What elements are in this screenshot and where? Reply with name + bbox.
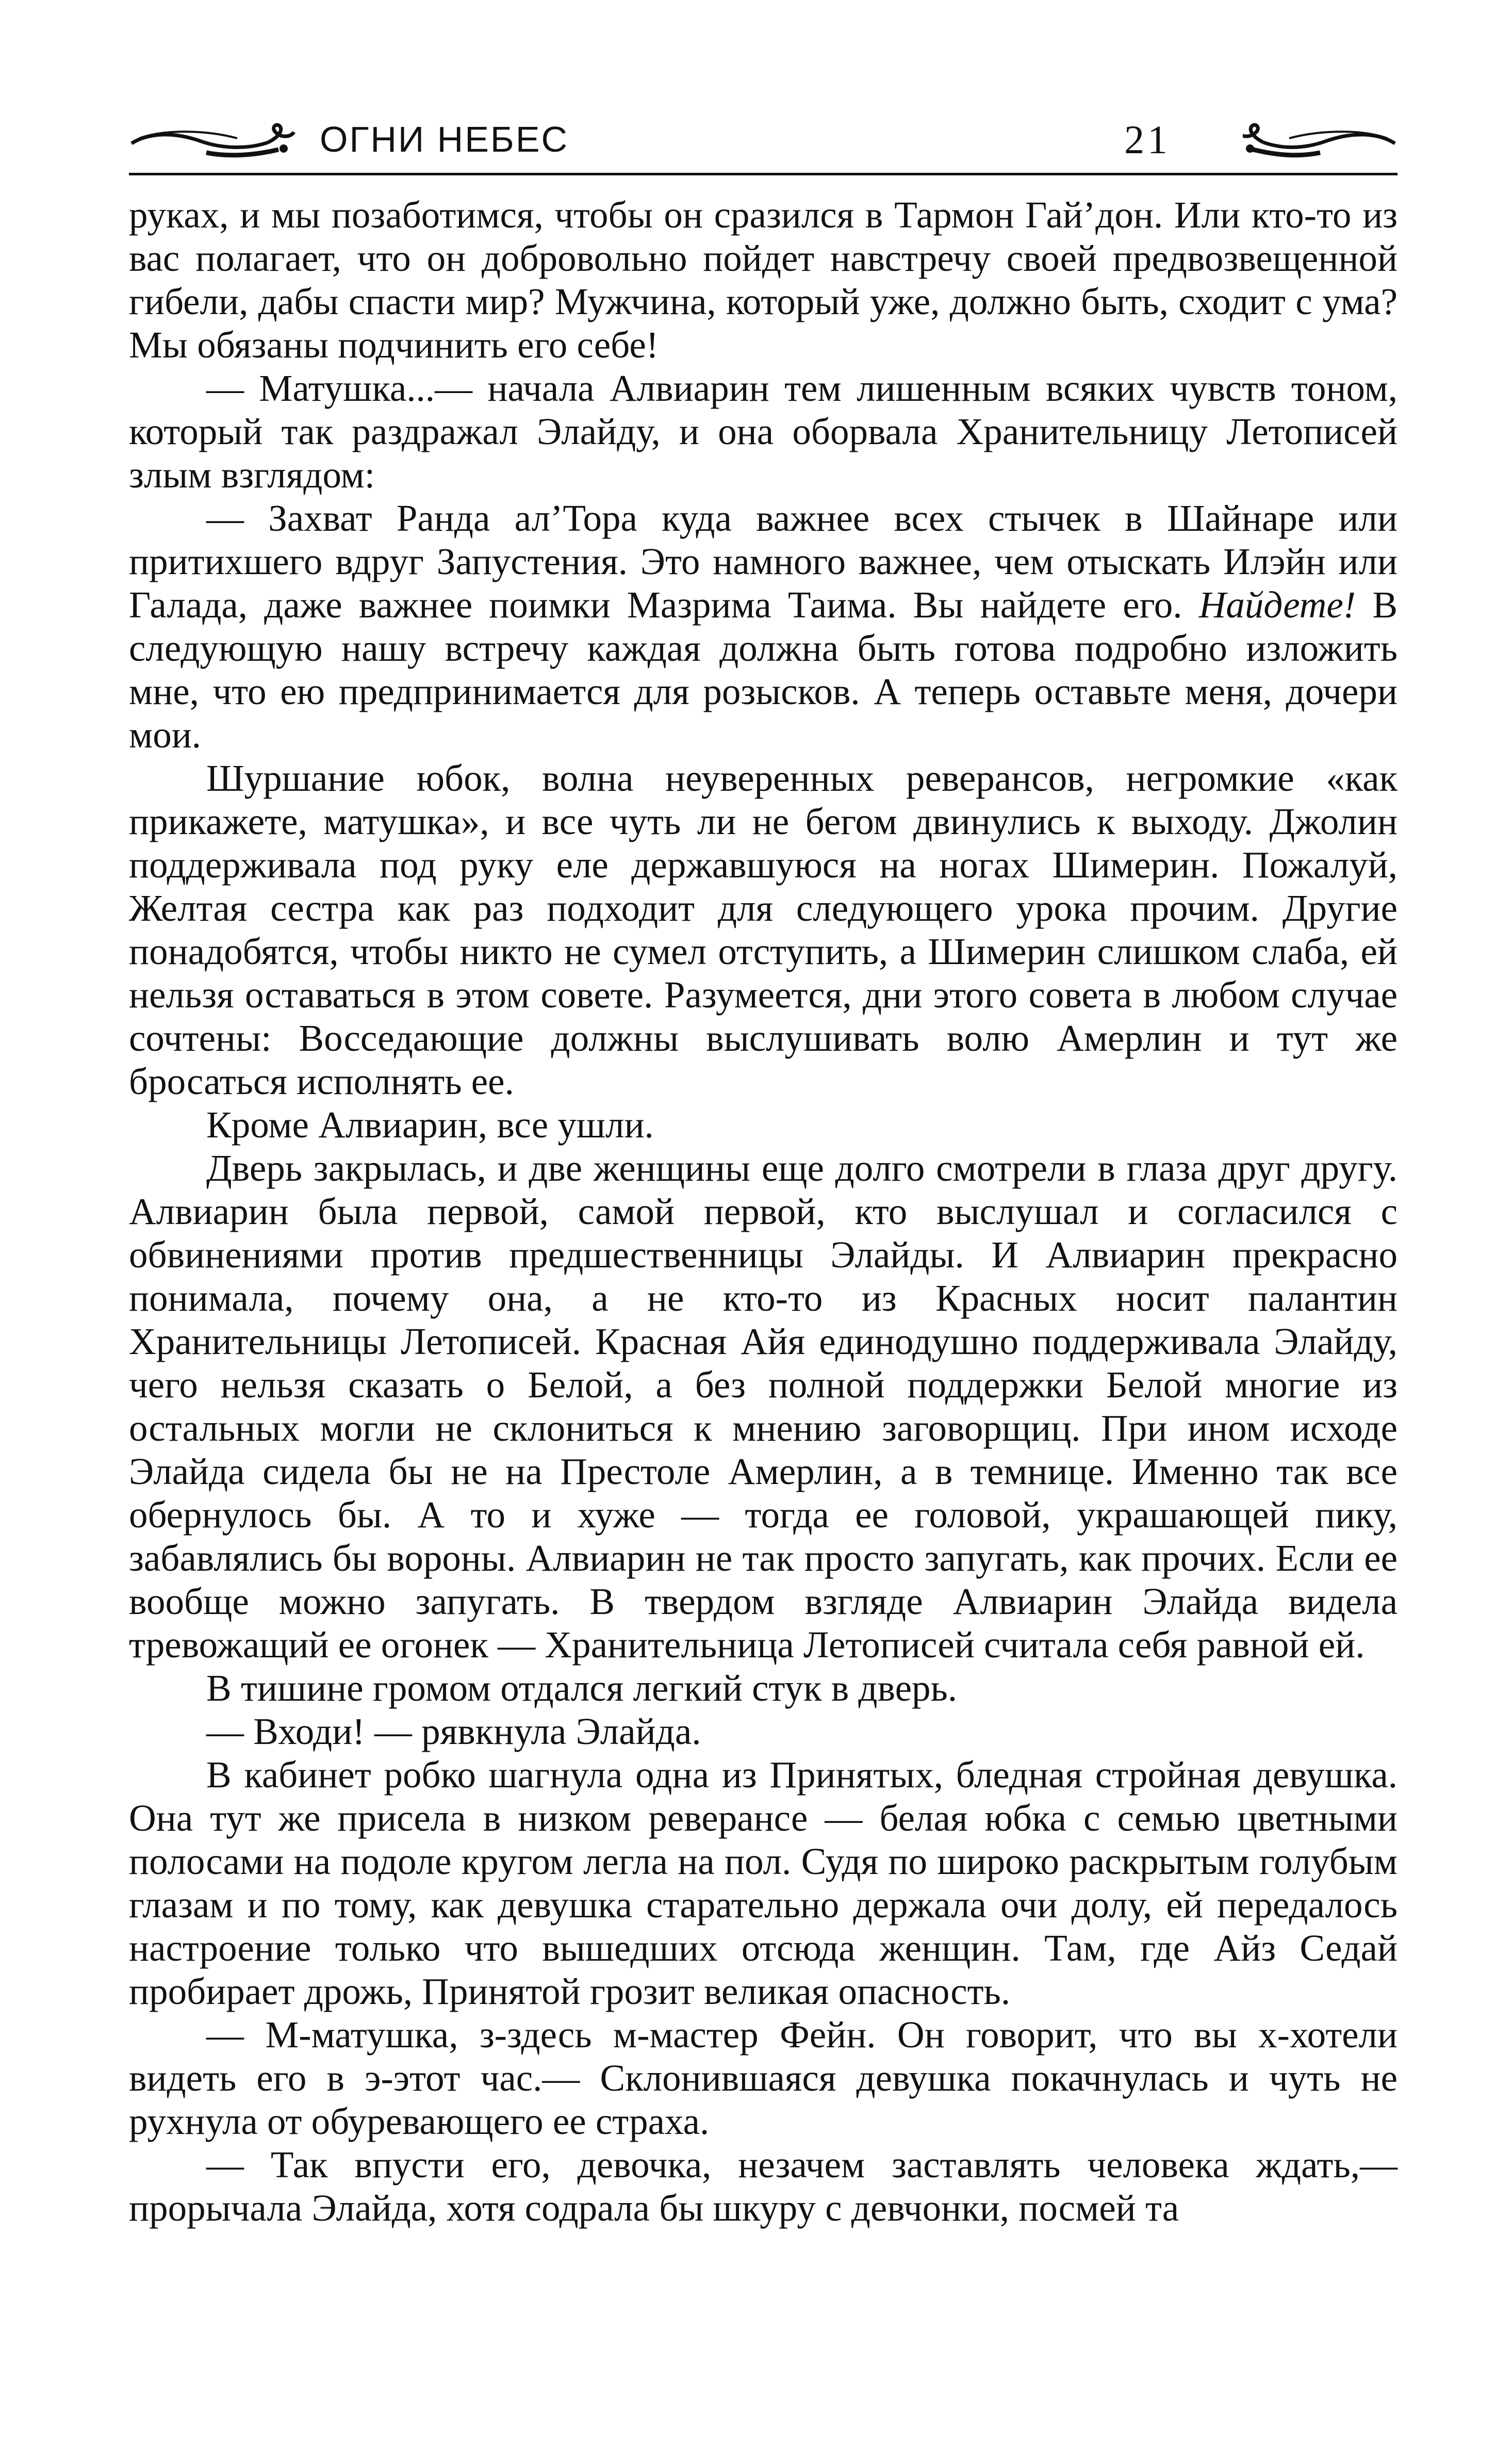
- paragraph: — М-матушка, з-здесь м-мастер Фейн. Он говорит, что вы х-хотели видеть его в э-этот час.— Склонившаяся девушка покачнулась и чуть не рухнула от обуревающего ее страха.: [129, 2014, 1398, 2142]
- paragraph: Кроме Алвиарин, все ушли.: [206, 1104, 654, 1146]
- header-rule: [129, 173, 1398, 175]
- paragraph: — Так впусти его, девочка, незачем заставлять человека ждать,— прорычала Элайда, хотя содрала бы шкуру с девчонки, посмей та: [129, 2144, 1398, 2229]
- scroll-ornament-icon: [129, 123, 299, 159]
- page-number: 21: [1124, 117, 1171, 162]
- running-title: ОГНИ НЕБЕС: [320, 119, 569, 159]
- running-header: [129, 108, 1398, 175]
- paragraph: Дверь закрылась, и две женщины еще долго смотрели в глаза друг другу. Алвиарин была первой, самой первой, кто выслушал и согласился с обвинениями против предшественницы Элайды. И Алвиарин прекрасно понимала, почему она, а не кто-то из Красных носит палантин Хранительницы Летописей. Красная Айя единодушно поддерживала Элайду, чего нельзя сказать о Белой, а без полной поддержки Белой многие из остальных могли не склониться к мнению заговорщиц. При ином исходе Элайда сидела бы не на Престоле Амерлин, а в темнице. Именно так все обернулось бы. А то и хуже — тогда ее головой, украшающей пику, забавлялись бы вороны. Алвиарин не так просто запугать, как прочих. Если ее вообще можно запугать. В твердом взгляде Алвиарин Элайда видела тревожащий ее огонек — Хранительница Летописей считала себя равной ей.: [129, 1147, 1398, 1666]
- paragraph: В тишине громом отдался легкий стук в дверь.: [206, 1667, 958, 1709]
- paragraph: — Матушка...— начала Алвиарин тем лишенным всяких чувств тоном, который так раздражал Элайду, и она оборвала Хранительницу Летописей злым взглядом:: [129, 367, 1398, 496]
- emphasis-text: Найдете!: [1198, 584, 1356, 626]
- paragraph: [129, 497, 1398, 757]
- paragraph-text: — Захват Ранда ал’Тора куда важнее всех стычек в Шайнаре или притихшего вдруг Запустения. Это намного важнее, чем отыскать Илэйн или Галада, даже важнее поимки Мазрима Таима. Вы найдете его.: [129, 497, 1398, 626]
- paragraph: — Входи! — рявкнула Элайда.: [206, 1710, 701, 1752]
- body-text: [129, 193, 1398, 2230]
- paragraph: В кабинет робко шагнула одна из Принятых, бледная стройная девушка. Она тут же присела в низком реверансе — белая юбка с семью цветными полосами на подоле кругом легла на пол. Судя по широко раскрытым голубым глазам и по тому, как девушка старательно держала очи долу, ей передалось настроение только что вышедших отсюда женщин. Там, где Айз Седай пробирает дрожь, Принятой грозит великая опасность.: [129, 1754, 1398, 2012]
- paragraph: Шуршание юбок, волна неуверенных реверансов, негромкие «как прикажете, матушка», и все чуть ли не бегом двинулись к выходу. Джолин поддерживала под руку еле державшуюся на ногах Шимерин. Пожалуй, Желтая сестра как раз подходит для следующего урока прочим. Другие понадобятся, чтобы никто не сумел отступить, а Шимерин слишком слаба, ей нельзя оставаться в этом совете. Разумеется, дни этого совета в любом случае сочтены: Восседающие должны выслушивать волю Амерлин и тут же бросаться исполнять ее.: [129, 757, 1398, 1102]
- scroll-ornament-icon: [1243, 123, 1398, 159]
- paragraph: руках, и мы позаботимся, чтобы он сразился в Тармон Гай’дон. Или кто-то из вас полагает, что он добровольно пойдет навстречу своей предвозвещенной гибели, дабы спасти мир? Мужчина, который уже, должно быть, сходит с ума? Мы обязаны подчинить его себе!: [129, 194, 1398, 366]
- paragraph-text: В следующую нашу встречу каждая должна быть готова подробно изложить мне, что ею предпринимается для розысков. А теперь оставьте меня, дочери мои.: [129, 584, 1398, 756]
